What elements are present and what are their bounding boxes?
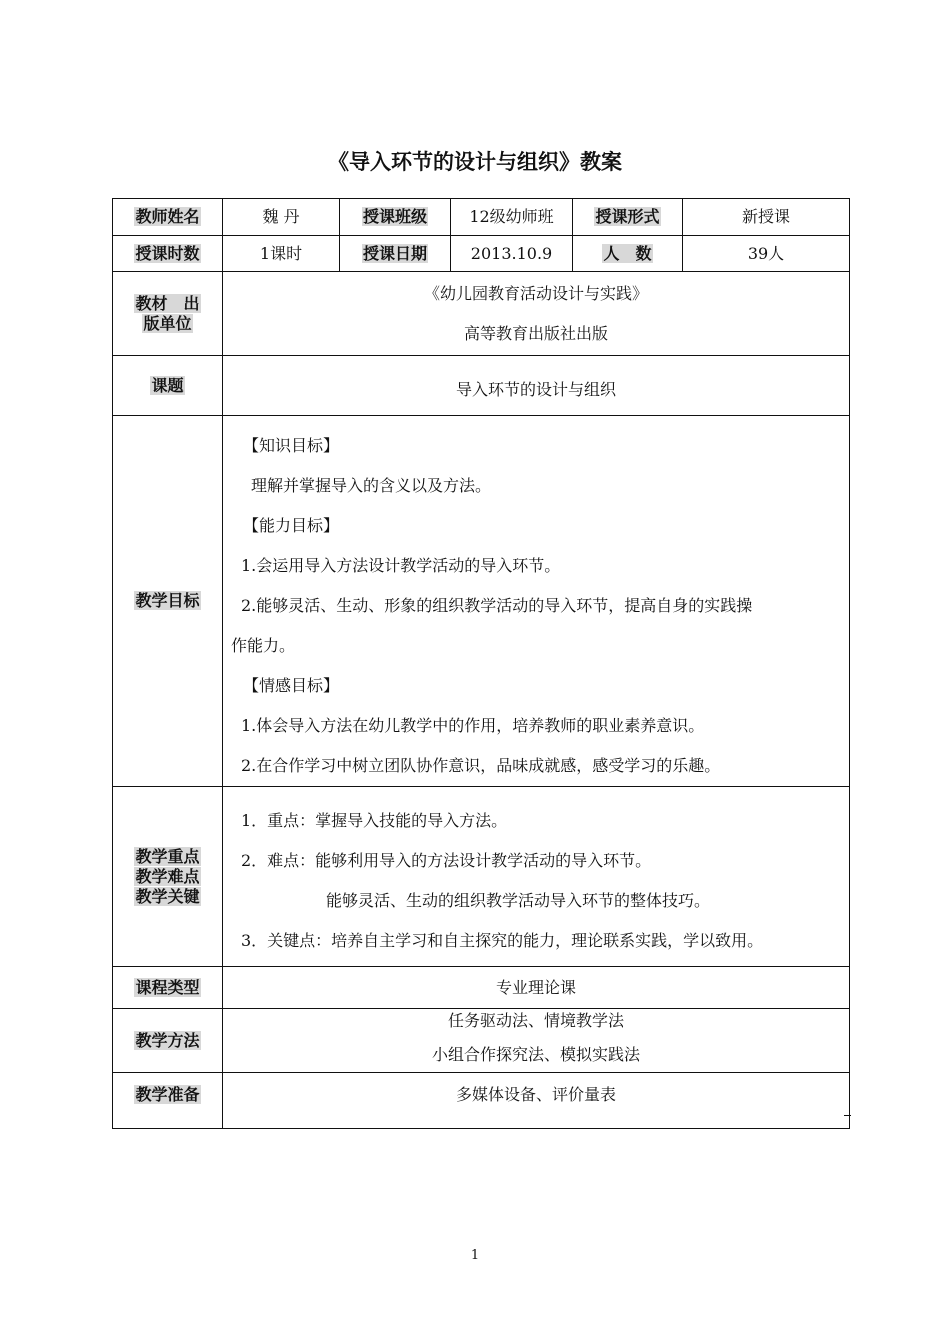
- form-label-cell: [573, 199, 683, 236]
- prep-label: 教学准备: [135, 1085, 200, 1104]
- class-value: 12级幼师班: [451, 199, 573, 236]
- emotion-heading: 【情感目标】: [243, 676, 340, 695]
- keypoint-key: 3．关键点：培养自主学习和自主探究的能力，理论联系实践，学以致用。: [241, 931, 764, 950]
- knowledge-heading: 【知识目标】: [243, 436, 340, 455]
- ability-item-1: 1.会运用导入方法设计教学活动的导入环节。: [241, 556, 561, 575]
- teacher-label: 教师姓名: [135, 207, 200, 226]
- date-label-cell: [340, 236, 451, 272]
- textbook-value-cell: [223, 272, 850, 356]
- table-row-topic: [113, 356, 850, 416]
- textbook-publisher: 高等教育出版社出版: [463, 323, 608, 343]
- teacher-value: 魏 丹: [223, 199, 340, 236]
- page-number: 1: [470, 1248, 480, 1263]
- table-row-keypoints: [113, 787, 850, 967]
- emotion-item-1: 1.体会导入方法在幼儿教学中的作用，培养教师的职业素养意识。: [241, 716, 705, 735]
- textbook-label-line1: 教材 出: [135, 293, 200, 313]
- lesson-plan-table: [112, 198, 850, 1129]
- topic-label-cell: [113, 356, 223, 416]
- hours-label: 授课时数: [135, 243, 200, 263]
- form-label: 授课形式: [595, 207, 660, 226]
- keypoints-content: [223, 787, 850, 967]
- table-row-course-type: [113, 967, 850, 1009]
- keypoints-label-line3: 教学关键: [135, 886, 200, 906]
- date-value: 2013.10.9: [451, 236, 573, 272]
- methods-line2: 小组合作探究法、模拟实践法: [431, 1045, 640, 1064]
- table-row-teacher: [113, 199, 850, 236]
- count-label-cell: [573, 236, 683, 272]
- objectives-content: [223, 416, 850, 787]
- textbook-name: 《幼儿园教育活动设计与实践》: [423, 283, 648, 303]
- form-value: 新授课: [683, 199, 850, 236]
- hours-label-cell: [113, 236, 223, 272]
- table-row-objectives: [113, 416, 850, 787]
- textbook-label-line2: 版单位: [143, 313, 192, 333]
- table-row-hours: [113, 236, 850, 272]
- keypoint-difficulty: 2．难点：能够利用导入的方法设计教学活动的导入环节。: [241, 851, 652, 870]
- hours-value: 1课时: [223, 236, 340, 272]
- ability-heading: 【能力目标】: [243, 516, 340, 535]
- count-value: 39人: [683, 236, 850, 272]
- course-type-label: 课程类型: [135, 977, 200, 997]
- methods-line1: 任务驱动法、情境教学法: [447, 1011, 624, 1030]
- methods-content: [223, 1009, 850, 1073]
- textbook-label-cell: [113, 272, 223, 356]
- prep-value: 多媒体设备、评价量表: [223, 1073, 850, 1129]
- keypoints-label-cell: [113, 787, 223, 967]
- teacher-label-cell: [113, 199, 223, 236]
- methods-label: 教学方法: [135, 1030, 200, 1050]
- ability-item-2-cont: 作能力。: [231, 636, 296, 655]
- table-row-textbook: [113, 272, 850, 356]
- keypoints-label-line2: 教学难点: [135, 866, 200, 886]
- class-label: 授课班级: [362, 207, 427, 226]
- topic-label: 课题: [151, 375, 184, 395]
- keypoint-difficulty-cont: 能够灵活、生动的组织教学活动导入环节的整体技巧。: [326, 891, 711, 910]
- course-type-label-cell: [113, 967, 223, 1009]
- table-row-methods: [113, 1009, 850, 1073]
- objectives-label: 教学目标: [135, 591, 200, 610]
- class-label-cell: [340, 199, 451, 236]
- emotion-item-2: 2.在合作学习中树立团队协作意识，品味成就感，感受学习的乐趣。: [241, 756, 721, 775]
- knowledge-item-1: 理解并掌握导入的含义以及方法。: [251, 476, 492, 495]
- objectives-label-cell: [113, 416, 223, 787]
- count-label: 人 数: [603, 243, 652, 263]
- table-row-prep: [113, 1073, 850, 1129]
- keypoint-focus: 1．重点：掌握导入技能的导入方法。: [241, 811, 508, 830]
- topic-value: 导入环节的设计与组织: [223, 356, 850, 416]
- document-title: 《导入环节的设计与组织》教案: [328, 150, 622, 174]
- date-label: 授课日期: [362, 243, 427, 263]
- ability-item-2: 2.能够灵活、生动、形象的组织教学活动的导入环节，提高自身的实践操: [241, 596, 753, 615]
- keypoints-label-line1: 教学重点: [135, 846, 200, 866]
- course-type-value: 专业理论课: [223, 967, 850, 1009]
- prep-label-cell: [113, 1073, 223, 1129]
- methods-label-cell: [113, 1009, 223, 1073]
- table-edge-mark: [844, 1115, 851, 1116]
